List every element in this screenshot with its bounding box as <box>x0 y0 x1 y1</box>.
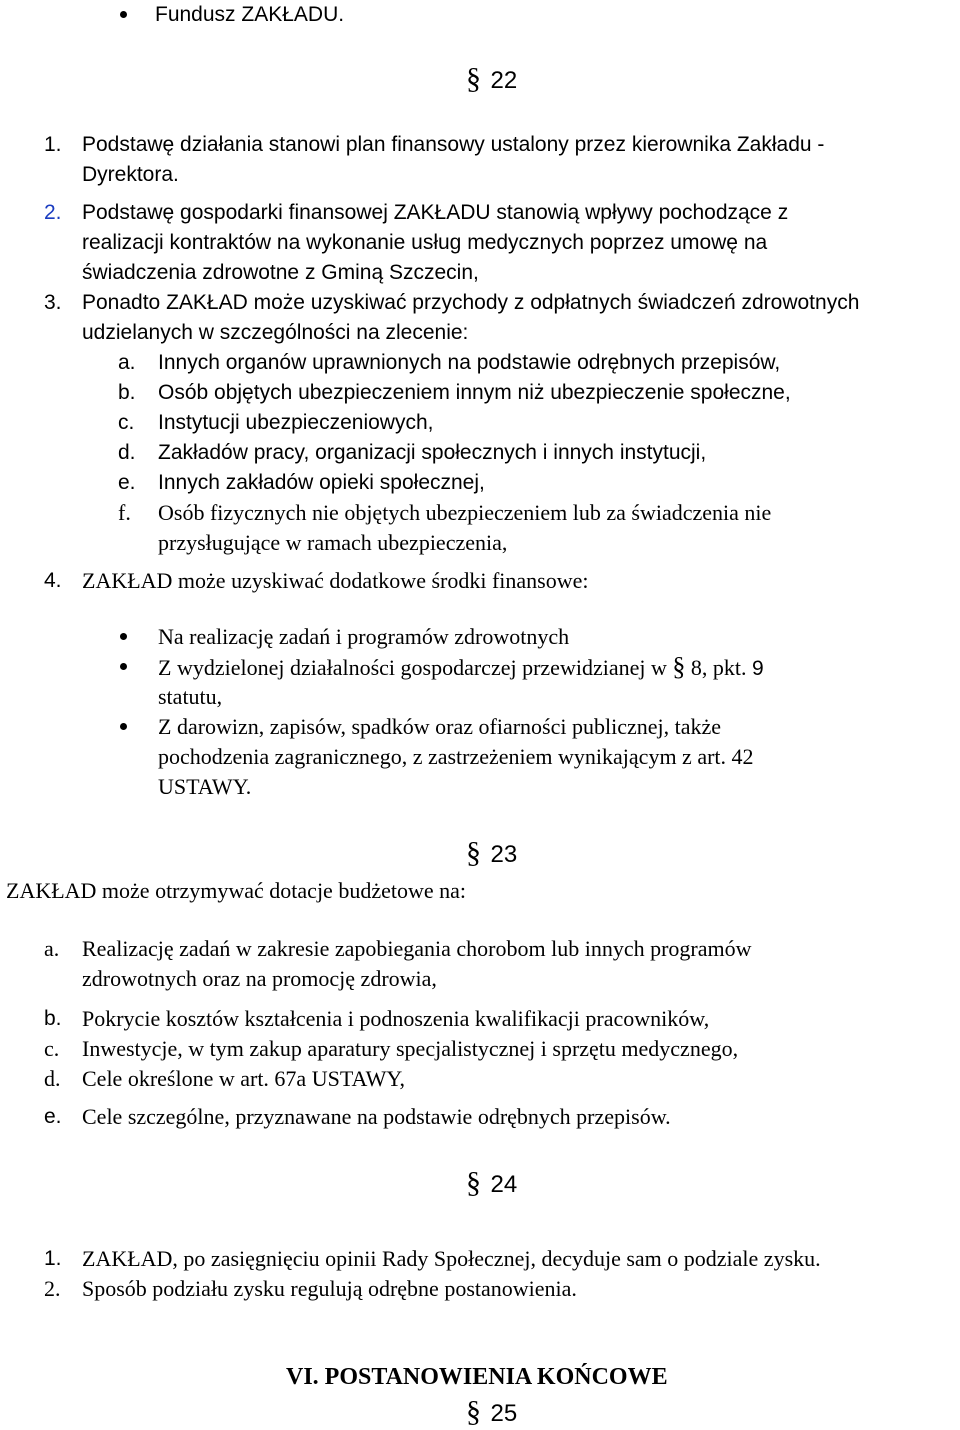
bullet-dot <box>120 663 127 670</box>
item-letter: e. <box>44 1105 62 1128</box>
bullet-dot <box>120 723 127 730</box>
item-text: realizacji kontraktów na wykonanie usług medycznych poprzez umowę na <box>82 231 768 254</box>
bullet-dot <box>120 11 127 18</box>
item-text: ZAKŁAD może uzyskiwać dodatkowe środki finansowe: <box>82 568 589 593</box>
section-sign: § <box>466 1166 481 1199</box>
sub-text: Zakładów pracy, organizacji społecznych i innych instytucji, <box>158 441 707 464</box>
item-text: Cele określone w art. 67a USTAWY, <box>82 1066 405 1091</box>
sub-letter: a. <box>118 351 136 374</box>
sub-letter: f. <box>118 500 131 525</box>
bullet-text: Na realizację zadań i programów zdrowotnych <box>158 624 570 649</box>
sub-letter: d. <box>118 441 136 464</box>
item-text: Inwestycje, w tym zakup aparatury specjalistycznej i sprzętu medycznego, <box>82 1036 739 1061</box>
item-number: 2. <box>44 201 62 224</box>
item-text: Sposób podziału zysku regulują odrębne postanowienia. <box>82 1276 577 1301</box>
chapter-title: VI. POSTANOWIENIA KOŃCOWE <box>286 1364 668 1390</box>
sub-text: Innych organów uprawnionych na podstawie odrębnych przepisów, <box>158 351 781 374</box>
sub-letter: b. <box>118 381 136 404</box>
item-letter: d. <box>44 1066 61 1091</box>
bullet-text <box>158 652 764 684</box>
item-letter: b. <box>44 1007 62 1030</box>
item-number: 1. <box>44 1247 62 1270</box>
item-number: 4. <box>44 569 62 592</box>
item-letter: a. <box>44 936 60 961</box>
section-sign: § <box>466 1395 481 1428</box>
bullet-text: Z darowizn, zapisów, spadków oraz ofiarności publicznej, także <box>158 714 722 739</box>
section-22-heading <box>466 64 517 96</box>
item-letter: c. <box>44 1036 60 1061</box>
sub-text: Instytucji ubezpieczeniowych, <box>158 411 434 434</box>
item-text: Pokrycie kosztów kształcenia i podnoszenia kwalifikacji pracowników, <box>82 1006 710 1031</box>
section-number: 22 <box>490 67 518 94</box>
bullet-text: pochodzenia zagranicznego, z zastrzeżeniem wynikającym z art. 42 <box>158 744 754 769</box>
bullet-text: statutu, <box>158 684 223 709</box>
sub-letter: e. <box>118 471 136 494</box>
item-number: 3. <box>44 291 62 314</box>
item-text: Podstawę gospodarki finansowej ZAKŁADU stanowią wpływy pochodzące z <box>82 201 789 224</box>
item-text: Dyrektora. <box>82 163 179 186</box>
section-sign: § <box>466 62 481 95</box>
section-number: 23 <box>490 841 518 868</box>
section-23-heading <box>466 838 517 870</box>
bullet-dot <box>120 633 127 640</box>
section-23-lead: ZAKŁAD może otrzymywać dotacje budżetowe na: <box>6 878 466 903</box>
sub-text: przysługujące w ramach ubezpieczenia, <box>158 530 508 555</box>
bullet-text-part: Z wydzielonej działalności gospodarczej przewidzianej w <box>158 655 667 680</box>
section-sign: § <box>466 836 481 869</box>
sub-text: Osób fizycznych nie objętych ubezpieczeniem lub za świadczenia nie <box>158 500 772 525</box>
item-text: udzielanych w szczególności na zlecenie: <box>82 321 469 344</box>
item-text: Ponadto ZAKŁAD może uzyskiwać przychody z odpłatnych świadczeń zdrowotnych <box>82 291 860 314</box>
item-text: Podstawę działania stanowi plan finansowy ustalony przez kierownika Zakładu - <box>82 133 825 156</box>
bullet-text-part: 9 <box>751 657 764 680</box>
item-text: Cele szczególne, przyznawane na podstawie odrębnych przepisów. <box>82 1104 671 1129</box>
bullet-text: USTAWY. <box>158 774 252 799</box>
section-25-heading <box>466 1397 517 1429</box>
item-text: świadczenia zdrowotne z Gminą Szczecin, <box>82 261 479 284</box>
intro-bullet-text: Fundusz ZAKŁADU. <box>155 3 345 26</box>
item-number: 1. <box>44 133 62 156</box>
item-text: zdrowotnych oraz na promocję zdrowia, <box>82 966 437 991</box>
section-number: 24 <box>490 1171 518 1198</box>
sub-letter: c. <box>118 411 135 434</box>
section-number: 25 <box>490 1400 518 1427</box>
section-24-heading <box>466 1168 517 1200</box>
bullet-text-part: 8, pkt. <box>690 655 747 680</box>
section-sign: § <box>672 652 686 681</box>
item-number: 2. <box>44 1276 61 1301</box>
item-text: Realizację zadań w zakresie zapobiegania chorobom lub innych programów <box>82 936 752 961</box>
sub-text: Osób objętych ubezpieczeniem innym niż ubezpieczenie społeczne, <box>158 381 791 404</box>
sub-text: Innych zakładów opieki społecznej, <box>158 471 485 494</box>
item-text: ZAKŁAD, po zasięgnięciu opinii Rady Społecznej, decyduje sam o podziale zysku. <box>82 1246 821 1271</box>
